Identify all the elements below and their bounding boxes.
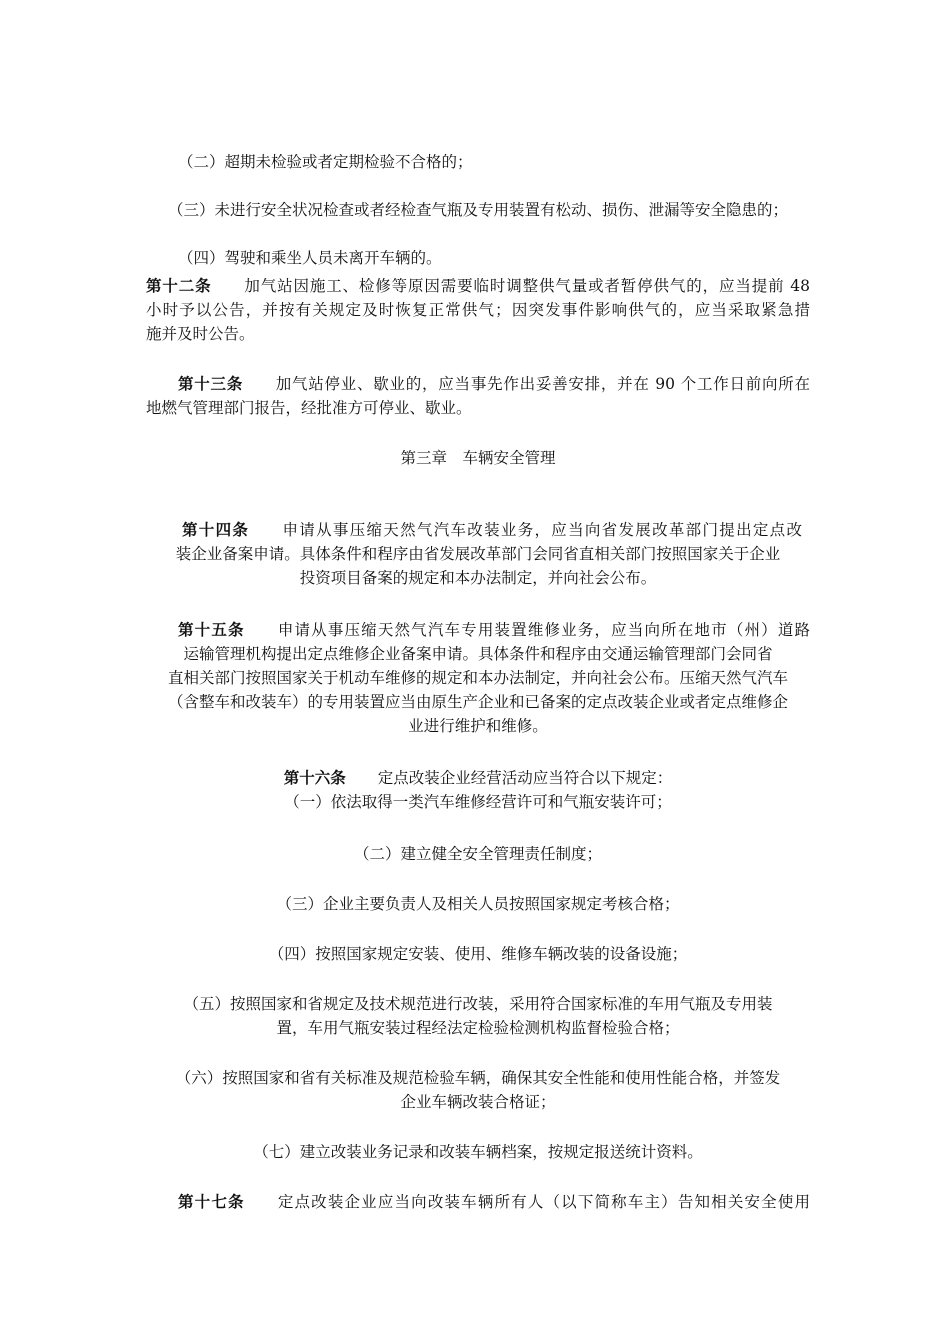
item-4: （四）驾驶和乘坐人员未离开车辆的。: [178, 249, 442, 267]
article-16-item-2: （二）建立健全安全管理责任制度；: [353, 845, 602, 863]
article-14-title: 第十四条: [182, 520, 250, 539]
article-12-title: 第十二条: [146, 276, 212, 295]
article-14-line-2: 装企业备案申请。具体条件和程序由省发展改革部门会同省直相关部门按照国家关于企业: [175, 545, 781, 563]
article-16-intro: 第十六条 定点改装企业经营活动应当符合以下规定：: [283, 768, 673, 787]
item-3: （三）未进行安全状况检查或者经检查气瓶及专用装置有松动、损伤、泄漏等安全隐患的；: [168, 201, 789, 219]
article-16-item-3: （三）企业主要负责人及相关人员按照国家规定考核合格；: [276, 895, 680, 913]
article-17-line-1: 第十七条 定点改装企业应当向改装车辆所有人（以下简称车主）告知相关安全使用: [178, 1192, 810, 1211]
article-13-line-2: 地燃气管理部门报告，经批准方可停业、歇业。: [146, 399, 472, 417]
article-16-item-6-line-2: 企业车辆改装合格证；: [400, 1093, 556, 1111]
article-14-line-3: 投资项目备案的规定和本办法制定，并向社会公布。: [299, 569, 657, 587]
article-15-line-4: （含整车和改装车）的专用装置应当由原生产企业和已备案的定点改装企业或者定点维修企: [167, 693, 788, 711]
article-16-item-1: （一）依法取得一类汽车维修经营许可和气瓶安装许可；: [284, 793, 672, 811]
article-15-line-2: 运输管理机构提出定点维修企业备案申请。具体条件和程序由交通运输管理部门会同省: [183, 645, 773, 663]
article-14-line-1: 第十四条 申请从事压缩天然气汽车改装业务，应当向省发展改革部门提出定点改: [182, 520, 802, 539]
article-13-line-1: 第十三条 加气站停业、歇业的，应当事先作出妥善安排，并在 90 个工作日前向所在: [178, 374, 810, 393]
article-15-line-1: 第十五条 申请从事压缩天然气汽车专用装置维修业务，应当向所在地市（州）道路: [178, 620, 810, 639]
article-16-title: 第十六条: [283, 768, 346, 787]
article-15-title: 第十五条: [178, 620, 245, 639]
article-16-item-6-line-1: （六）按照国家和省有关标准及规范检验车辆，确保其安全性能和使用性能合格，并签发: [175, 1069, 781, 1087]
article-15-line-3: 直相关部门按照国家关于机动车维修的规定和本办法制定，并向社会公布。压缩天然气汽车: [167, 669, 788, 687]
article-17-title: 第十七条: [178, 1192, 245, 1211]
article-16-item-7: （七）建立改装业务记录和改装车辆档案，按规定报送统计资料。: [253, 1143, 703, 1161]
article-16-item-5-line-1: （五）按照国家和省规定及技术规范进行改装，采用符合国家标准的车用气瓶及专用装: [183, 995, 773, 1013]
article-15-line-5: 业进行维护和维修。: [408, 717, 548, 735]
article-12-line-1: 第十二条 加气站因施工、检修等原因需要临时调整供气量或者暂停供气的，应当提前 48: [146, 276, 810, 295]
article-12-line-2: 小时予以公告，并按有关规定及时恢复正常供气；因突发事件影响供气的，应当采取紧急措: [146, 301, 810, 319]
chapter-3-heading: 第三章 车辆安全管理: [400, 449, 556, 467]
article-16-item-4: （四）按照国家规定安装、使用、维修车辆改装的设备设施；: [268, 945, 688, 963]
article-16-item-5-line-2: 置，车用气瓶安装过程经法定检验检测机构监督检验合格；: [276, 1019, 680, 1037]
article-12-line-3: 施并及时公告。: [146, 325, 255, 343]
article-13-title: 第十三条: [178, 374, 244, 393]
item-2: （二）超期未检验或者定期检验不合格的；: [178, 153, 473, 171]
